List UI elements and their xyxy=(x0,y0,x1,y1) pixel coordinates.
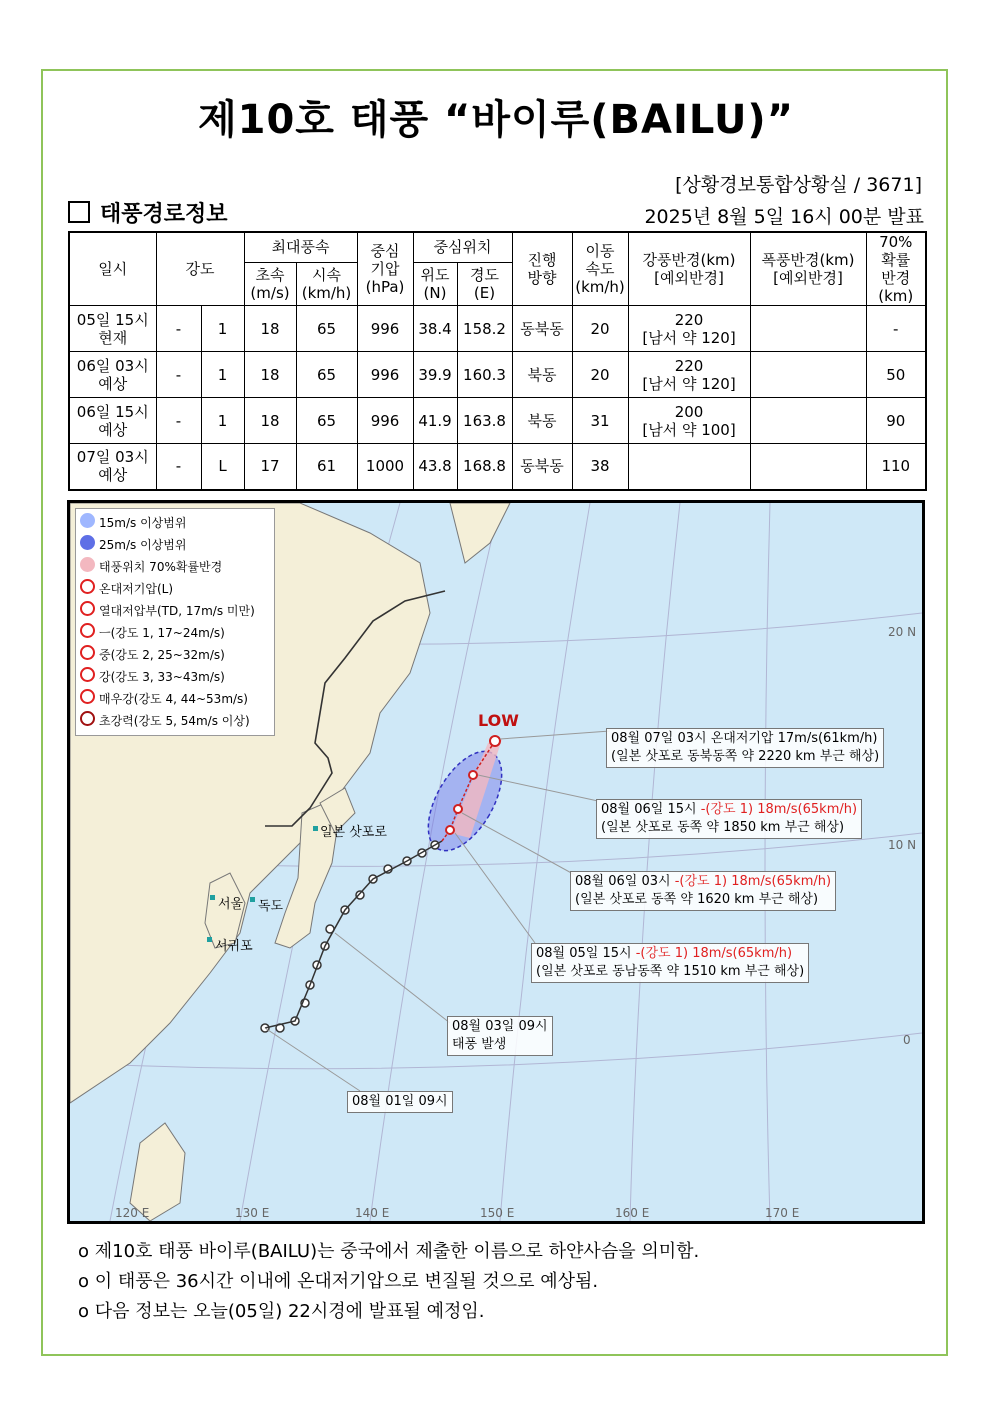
callout-genesis xyxy=(447,1016,553,1056)
legend-label: ㅡ(강도 1, 17~24m/s) xyxy=(99,626,225,640)
cell-lon: 168.8 xyxy=(457,444,512,490)
city-seogwipo: 서귀포 xyxy=(215,939,253,954)
callout-line1: 08월 05일 15시 xyxy=(536,946,636,961)
lon-tick-140e: 140 E xyxy=(355,1206,390,1220)
lon-tick-170e: 170 E xyxy=(765,1206,800,1220)
callout-line2: (일본 삿포로 동남동쪽 약 1510 km 부근 해상) xyxy=(536,964,805,979)
cell-time: 05일 15시 현재 xyxy=(69,306,156,352)
legend-marker-icon xyxy=(80,711,95,726)
checkbox-icon xyxy=(68,201,90,223)
header-time: 일시 xyxy=(69,232,156,306)
cell-spd: 20 xyxy=(572,306,628,352)
cell-storm-radius xyxy=(750,306,866,352)
callout-line1: 08월 07일 03시 온대저기압 17m/s(61km/h) xyxy=(611,731,878,746)
legend-marker-icon xyxy=(80,601,95,616)
cell-s1: - xyxy=(156,352,201,398)
header-ms: 초속 (m/s) xyxy=(244,262,296,305)
cell-kmh: 61 xyxy=(296,444,357,490)
notes xyxy=(78,1237,699,1327)
cell-strong-radius: 200 [남서 약 100] xyxy=(628,398,750,444)
legend-label: 열대저압부(TD, 17m/s 미만) xyxy=(99,604,255,618)
page-title: 제10호 태풍 “바이루(BAILU)” xyxy=(197,97,794,143)
cell-lat: 43.8 xyxy=(413,444,457,490)
legend-item xyxy=(80,600,270,622)
cell-prob: 90 xyxy=(866,398,926,444)
cell-storm-radius xyxy=(750,352,866,398)
legend-item xyxy=(80,578,270,600)
header-speed: 이동 속도 (km/h) xyxy=(572,232,628,306)
note-line: o 다음 정보는 오늘(05일) 22시경에 발표될 예정임. xyxy=(78,1301,485,1322)
cell-strong-radius xyxy=(628,444,750,490)
office-label: [상황경보통합상황실 / 3671] xyxy=(675,174,922,196)
cell-hpa: 996 xyxy=(357,306,413,352)
legend-label: 15m/s 이상범위 xyxy=(99,516,187,530)
lat-tick-10n: 10 N xyxy=(888,838,917,852)
cell-ms: 17 xyxy=(244,444,296,490)
legend-label: 강(강도 3, 33~43m/s) xyxy=(99,670,225,684)
legend-item xyxy=(80,622,270,644)
cell-s2: 1 xyxy=(201,398,244,444)
section-title-text: 태풍경로정보 xyxy=(100,202,228,227)
legend-label: 초강력(강도 5, 54m/s 이상) xyxy=(99,714,250,728)
cell-dir: 동북동 xyxy=(512,444,572,490)
cell-prob: 50 xyxy=(866,352,926,398)
header-direction: 진행 방향 xyxy=(512,232,572,306)
legend-label: 중(강도 2, 25~32m/s) xyxy=(99,648,225,662)
note-line: o 제10호 태풍 바이루(BAILU)는 중국에서 제출한 이름으로 하얀사슴을 의미함. xyxy=(78,1241,700,1262)
legend-label: 온대저기압(L) xyxy=(99,582,174,596)
callout-0515 xyxy=(531,943,809,983)
cell-s1: - xyxy=(156,306,201,352)
table-row xyxy=(69,352,926,398)
callout-intensity: -(강도 1) 18m/s(65km/h) xyxy=(635,946,793,961)
cell-prob: - xyxy=(866,306,926,352)
map-legend xyxy=(75,508,275,736)
callout-line2: (일본 삿포로 동쪽 약 1620 km 부근 해상) xyxy=(575,892,819,907)
cell-strong-radius: 220 [남서 약 120] xyxy=(628,306,750,352)
cell-lon: 158.2 xyxy=(457,306,512,352)
callout-line1: 08월 01일 09시 xyxy=(352,1094,448,1109)
cell-lon: 160.3 xyxy=(457,352,512,398)
table-row xyxy=(69,398,926,444)
cell-storm-radius xyxy=(750,398,866,444)
callout-line1: 08월 06일 03시 xyxy=(575,874,675,889)
city-seoul: 서울 xyxy=(218,897,244,912)
header-kmh: 시속 (km/h) xyxy=(296,262,357,305)
header-storm-radius: 폭풍반경(km) [예외반경] xyxy=(750,232,866,306)
callout-line1: 08월 06일 15시 xyxy=(601,802,701,817)
callout-line1: 08월 03일 09시 xyxy=(452,1019,548,1034)
lon-tick-150e: 150 E xyxy=(480,1206,515,1220)
legend-label: 25m/s 이상범위 xyxy=(99,538,187,552)
callout-line2: (일본 삿포로 동쪽 약 1850 km 부근 해상) xyxy=(601,820,845,835)
cell-s2: L xyxy=(201,444,244,490)
legend-marker-icon xyxy=(80,579,95,594)
header-prob-radius: 70% 확률 반경 (km) xyxy=(866,232,926,306)
lon-tick-160e: 160 E xyxy=(615,1206,650,1220)
cell-ms: 18 xyxy=(244,352,296,398)
low-label: LOW xyxy=(478,711,519,730)
typhoon-track-map xyxy=(67,500,925,1224)
table-row xyxy=(69,306,926,352)
lat-tick-20n: 20 N xyxy=(888,625,917,639)
cell-ms: 18 xyxy=(244,306,296,352)
cell-spd: 38 xyxy=(572,444,628,490)
legend-marker-icon xyxy=(80,689,95,704)
lat-tick-0: 0 xyxy=(903,1033,911,1047)
header-strong-radius: 강풍반경(km) [예외반경] xyxy=(628,232,750,306)
cell-s1: - xyxy=(156,398,201,444)
cell-s2: 1 xyxy=(201,352,244,398)
legend-marker-icon xyxy=(80,535,95,550)
legend-item xyxy=(80,666,270,688)
cell-lat: 39.9 xyxy=(413,352,457,398)
legend-item xyxy=(80,534,270,556)
legend-marker-icon xyxy=(80,513,95,528)
cell-ms: 18 xyxy=(244,398,296,444)
cell-s2: 1 xyxy=(201,306,244,352)
cell-lat: 38.4 xyxy=(413,306,457,352)
legend-item xyxy=(80,644,270,666)
header-intensity: 강도 xyxy=(156,232,244,306)
cell-dir: 북동 xyxy=(512,398,572,444)
cell-kmh: 65 xyxy=(296,398,357,444)
legend-item xyxy=(80,710,270,732)
callout-0603 xyxy=(570,871,836,911)
callout-line2: (일본 삿포로 동북동쪽 약 2220 km 부근 해상) xyxy=(611,749,880,764)
cell-lat: 41.9 xyxy=(413,398,457,444)
cell-strong-radius: 220 [남서 약 120] xyxy=(628,352,750,398)
table-row xyxy=(69,444,926,490)
header-lat: 위도 (N) xyxy=(413,262,457,305)
legend-item xyxy=(80,512,270,534)
city-dokdo: 독도 xyxy=(258,899,284,914)
cell-lon: 163.8 xyxy=(457,398,512,444)
cell-prob: 110 xyxy=(866,444,926,490)
legend-label: 매우강(강도 4, 44~53m/s) xyxy=(99,692,248,706)
cell-kmh: 65 xyxy=(296,352,357,398)
legend-item xyxy=(80,688,270,710)
header-position: 중심위치 xyxy=(413,232,512,262)
callout-intensity: -(강도 1) 18m/s(65km/h) xyxy=(700,802,858,817)
section-title xyxy=(68,197,228,228)
issued-time: 2025년 8월 5일 16시 00분 발표 xyxy=(644,206,924,228)
callout-intensity: -(강도 1) 18m/s(65km/h) xyxy=(674,874,832,889)
cell-spd: 31 xyxy=(572,398,628,444)
cell-time: 06일 03시 예상 xyxy=(69,352,156,398)
callout-0703 xyxy=(606,728,884,768)
cell-s1: - xyxy=(156,444,201,490)
cell-dir: 북동 xyxy=(512,352,572,398)
cell-kmh: 65 xyxy=(296,306,357,352)
callout-line2: 태풍 발생 xyxy=(452,1037,507,1052)
cell-storm-radius xyxy=(750,444,866,490)
legend-item xyxy=(80,556,270,578)
cell-hpa: 996 xyxy=(357,398,413,444)
cell-time: 07일 03시 예상 xyxy=(69,444,156,490)
cell-dir: 동북동 xyxy=(512,306,572,352)
header-pressure: 중심 기압 (hPa) xyxy=(357,232,413,306)
legend-marker-icon xyxy=(80,623,95,638)
cell-hpa: 996 xyxy=(357,352,413,398)
typhoon-table xyxy=(68,231,927,491)
note-line: o 이 태풍은 36시간 이내에 온대저기압으로 변질될 것으로 예상됨. xyxy=(78,1271,599,1292)
lon-tick-120e: 120 E xyxy=(115,1206,150,1220)
callout-start xyxy=(347,1091,453,1113)
legend-marker-icon xyxy=(80,645,95,660)
cell-time: 06일 15시 예상 xyxy=(69,398,156,444)
city-sapporo: 일본 삿포로 xyxy=(320,825,387,840)
lon-tick-130e: 130 E xyxy=(235,1206,270,1220)
legend-label: 태풍위치 70%확률반경 xyxy=(99,560,223,574)
header-maxwind: 최대풍속 xyxy=(244,232,357,262)
legend-marker-icon xyxy=(80,667,95,682)
cell-spd: 20 xyxy=(572,352,628,398)
legend-marker-icon xyxy=(80,557,95,572)
header-lon: 경도 (E) xyxy=(457,262,512,305)
cell-hpa: 1000 xyxy=(357,444,413,490)
callout-0615 xyxy=(596,799,862,839)
